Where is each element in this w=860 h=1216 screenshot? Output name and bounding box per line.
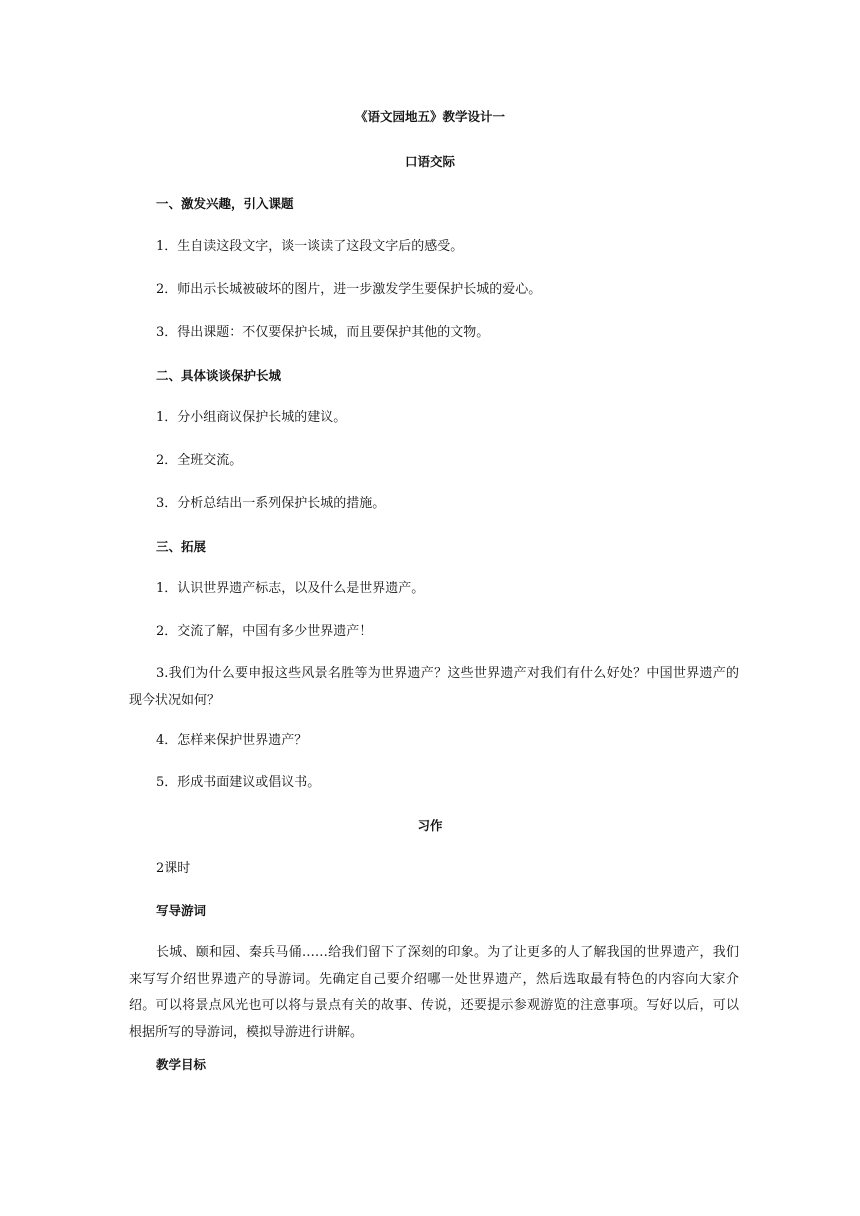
part1-item-1: 1．生自读这段文字，谈一谈读了这段文字后的感受。 bbox=[156, 239, 464, 254]
part1-heading: 一、激发兴趣，引入课题 bbox=[156, 196, 294, 211]
part1-item-2: 2．师出示长城被破坏的图片，进一步激发学生要保护长城的爱心。 bbox=[156, 282, 542, 297]
part2-item-1: 1．分小组商议保护长城的建议。 bbox=[156, 410, 347, 425]
guide-heading: 写导游词 bbox=[156, 903, 207, 918]
part2-item-3: 3．分析总结出一系列保护长城的措施。 bbox=[156, 496, 386, 511]
section-heading-oral: 口语交际 bbox=[404, 154, 455, 169]
part2-heading: 二、具体谈谈保护长城 bbox=[156, 368, 282, 383]
part3-item-2: 2．交流了解，中国有多少世界遗产！ bbox=[156, 624, 373, 639]
part3-item-3: 3.我们为什么要申报这些风景名胜等为世界遗产？这些世界遗产对我们有什么好处？中国世界遗产的现今状况如何？ bbox=[129, 666, 739, 708]
document-title: 《语文园地五》教学设计一 bbox=[354, 109, 505, 124]
part3-item-5: 5．形成书面建议或倡议书。 bbox=[156, 775, 321, 790]
part1-item-3: 3．得出课题：不仅要保护长城，而且要保护其他的文物。 bbox=[156, 325, 490, 340]
part3-item-1: 1．认识世界遗产标志，以及什么是世界遗产。 bbox=[156, 581, 425, 596]
lesson-count: 2课时 bbox=[156, 861, 191, 876]
part2-item-2: 2．全班交流。 bbox=[156, 453, 243, 468]
part3-heading: 三、拓展 bbox=[156, 539, 207, 554]
part3-item-4: 4．怎样来保护世界遗产？ bbox=[156, 733, 308, 748]
goals-heading: 教学目标 bbox=[156, 1057, 207, 1072]
section-heading-writing: 习作 bbox=[417, 818, 443, 833]
guide-paragraph: 长城、颐和园、秦兵马俑……给我们留下了深刻的印象。为了让更多的人了解我国的世界遗产，我们来写写介绍世界遗产的导游词。先确定自己要介绍哪一处世界遗产，然后选取最有特色的内容向大家介绍。可以将景点风光也可以将与景点有关的故事、传说，还要提示参观游览的注意事项。写好以后，可以根据所写的导游词，模拟导游进行讲解。 bbox=[129, 945, 739, 1040]
